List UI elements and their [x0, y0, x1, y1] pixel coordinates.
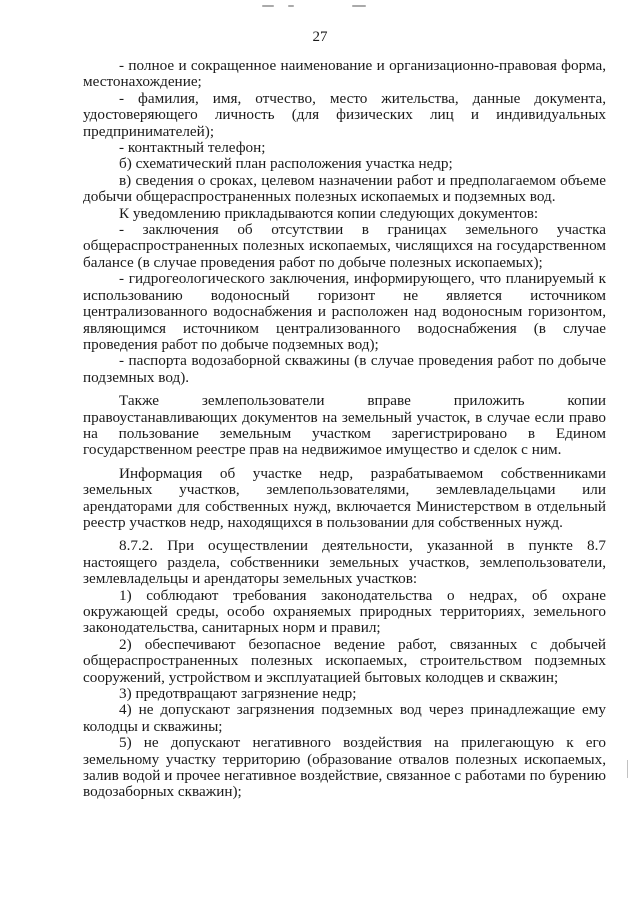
paragraph: - гидрогеологического заключения, информирующего, что планируемый к использованию водоносный горизонт не является источником централизованного водоснабжения и расположен над водоносным горизонтом, являющимся источником централизованного водоснабжения (в случае проведения работ по добыче подземных вод); — [83, 270, 606, 353]
page-number: 27 — [312, 29, 328, 45]
scan-artifact — [352, 5, 366, 7]
paragraph: 5) не допускают негативного воздействия на прилегающую к его земельному участку территорию (образование отвалов полезных ископаемых, залив водой и прочее негативное воздействие, связанное с работами по бурению водозаборных скважин); — [83, 734, 606, 801]
paragraph: - заключения об отсутствии в границах земельного участка общераспространенных полезных ископаемых, числящихся на государственном балансе (в случае проведения работ по добыче полезных ископаемых); — [83, 221, 606, 271]
paragraph: в) сведения о сроках, целевом назначении работ и предполагаемом объеме добычи общераспространенных полезных ископаемых и подземных вод. — [83, 171, 606, 206]
document-body — [83, 58, 606, 801]
paragraph: 3) предотвращают загрязнение недр; — [119, 685, 357, 703]
paragraph: 1) соблюдают требования законодательства о недрах, об охране окружающей среды, особо охраняемых природных территориях, земельного законодательства, санитарных норм и правил; — [83, 586, 606, 637]
paragraph: 4) не допускают загрязнения подземных вод через принадлежащие ему колодцы и скважины; — [83, 701, 606, 735]
paragraph: - фамилия, имя, отчество, место жительства, данные документа, удостоверяющего личность (для физических лиц и индивидуальных предпринимателей); — [83, 89, 606, 140]
paragraph: Также землепользователи вправе приложить копии правоустанавливающих документов на земельный участок, в случае если право на пользование земельным участком зарегистрировано в Едином государственном реестре прав на недвижимое имущество и сделок с ним. — [83, 392, 606, 459]
paragraph: - паспорта водозаборной скважины (в случае проведения работ по добыче подземных вод). — [83, 352, 606, 386]
paragraph: 8.7.2. При осуществлении деятельности, указанной в пункте 8.7 настоящего раздела, собственники земельных участков, землепользователи, землевладельцы и арендаторы земельных участков: — [83, 537, 606, 588]
paragraph: 2) обеспечивают безопасное ведение работ, связанных с добычей общераспространенных полезных ископаемых, строительством подземных сооружений, устройством и эксплуатацией бытовых колодцев и скважин; — [83, 635, 606, 686]
scan-artifact — [288, 5, 294, 7]
scan-artifact — [262, 5, 274, 7]
paragraph: - контактный телефон; — [119, 139, 266, 157]
paragraph: К уведомлению прикладываются копии следующих документов: — [119, 204, 539, 222]
scan-artifact — [627, 760, 628, 778]
paragraph: б) схематический план расположения участка недр; — [119, 155, 453, 173]
paragraph: - полное и сокращенное наименование и организационно-правовая форма, местонахождение; — [83, 57, 606, 91]
paragraph: Информация об участке недр, разрабатываемом собственниками земельных участков, землепользователями, землевладельцами или арендаторами для собственных нужд, включается Министерством в отдельный реестр участков недр, находящихся в пользовании для собственных нужд. — [83, 464, 606, 531]
